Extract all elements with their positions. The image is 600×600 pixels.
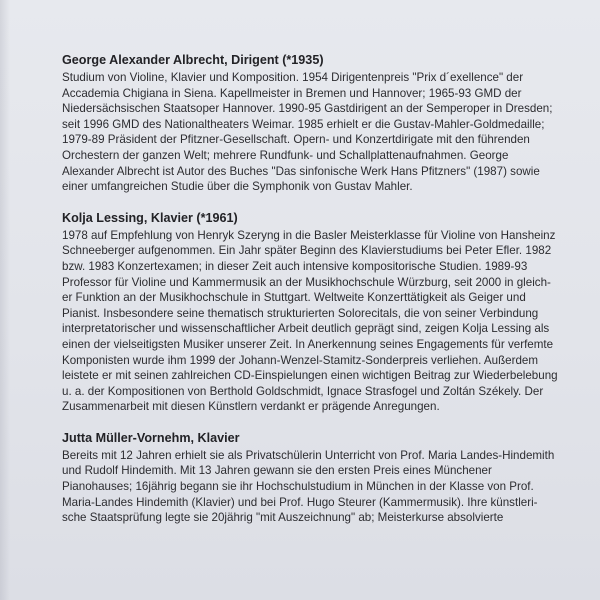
bio-line: Bereits mit 12 Jahren erhielt sie als Privatschülerin Unterricht von Prof. Maria Landes-Hindemith (62, 448, 555, 462)
bio-line: 1978 auf Empfehlung von Henryk Szeryng in die Basler Meisterklasse für Violine von Hansheinz (62, 228, 556, 242)
page-edge-shadow (0, 0, 10, 600)
bio-line: interpretatorischer und wissenschaftlicher Arbeit deutlich geprägt sind, zeigen Kolja Lessing als (62, 322, 550, 336)
bio-lessing (62, 210, 572, 415)
bio-line: Accademia Chigiana in Siena. Kapellmeister in Bremen und Hannover; 1965-93 GMD der (62, 86, 522, 100)
bio-line: einer umfangreichen Studie über die Symphonik von Gustav Mahler. (62, 180, 413, 194)
bio-heading: Kolja Lessing, Klavier (*1961) (62, 210, 238, 225)
bio-line: Niedersächsischen Staatsoper Hannover. 1990-95 Gastdirigent an der Semperoper in Dresden; (62, 102, 553, 116)
bio-line: Pianohauses; 16jährig begann sie ihr Hochschulstudium in München in der Klasse von Prof. (62, 480, 534, 494)
bio-line: und Rudolf Hindemith. Mit 13 Jahren gewann sie den ersten Preis eines Münchener (62, 464, 492, 478)
bio-line: Komponisten wurde ihm 1999 der Johann-Wenzel-Stamitz-Sonderpreis verliehen. Außerdem (62, 353, 539, 367)
bio-albrecht (62, 52, 572, 195)
bio-heading: Jutta Müller-Vornehm, Klavier (62, 430, 240, 445)
bio-line: er Funktion an der Musikhochschule in Stuttgart. Weltweite Konzerttätigkeit als Geiger und (62, 291, 526, 305)
bio-line: 1979-89 Präsident der Pfitzner-Gesellschaft. Opern- und Konzertdirigate mit den führenden (62, 133, 530, 147)
bio-line: Pianist. Insbesondere seine thematisch strukturierten Solorecitals, die von seiner Verbindung (62, 306, 539, 320)
bio-line: Maria-Landes Hindemith (Klavier) und bei Prof. Hugo Steurer (Kammermusik). Ihre künstleri- (62, 495, 538, 509)
bio-line: seit 1996 GMD des Nationaltheaters Weimar. 1985 erhielt er die Gustav-Mahler-Goldmedaille; (62, 117, 545, 131)
bio-line: Alexander Albrecht ist Autor des Buches "Das sinfonische Werk Hans Pfitzners" (1987) sowie (62, 164, 540, 178)
bio-line: sche Staatsprüfung legte sie 20jährig "mit Auszeichnung" ab; Meisterkurse absolvierte (62, 511, 504, 525)
bio-mueller-vornehm (62, 430, 572, 526)
bio-line: bzw. 1983 Konzertexamen; in dieser Zeit auch intensive kompositorische Studien. 1989-93 (62, 259, 528, 273)
bio-line: einen der vielseitigsten Musiker unserer Zeit. In Anerkennung seines Engagements für verfemte (62, 337, 554, 351)
bio-heading: George Alexander Albrecht, Dirigent (*1935) (62, 53, 324, 67)
bio-line: Professor für Violine und Kammermusik an der Musikhochschule Würzburg, seit 2000 in gleich- (62, 275, 551, 289)
bio-line: Orchestern der ganzen Welt; mehrere Rundfunk- und Schallplattenaufnahmen. George (62, 148, 509, 162)
bio-line: Schneeberger aufgenommen. Ein Jahr später Beginn des Klavierstudiums bei Peter Efler. 1982 (62, 244, 552, 258)
bio-line: leistete er mit seinen zahlreichen CD-Einspielungen einen wichtigen Beitrag zur Wiederbelebung (62, 369, 558, 383)
bio-line: Zusammenarbeit mit diesen Künstlern verdankt er prägende Anregungen. (62, 400, 440, 414)
bio-line: u. a. der Kompositionen von Berthold Goldschmidt, Ignace Strasfogel und Zoltán Székely. Der (62, 384, 544, 398)
bio-line: Studium von Violine, Klavier und Komposition. 1954 Dirigentenpreis "Prix d´exellence" der (62, 71, 524, 84)
booklet-text (62, 52, 572, 541)
